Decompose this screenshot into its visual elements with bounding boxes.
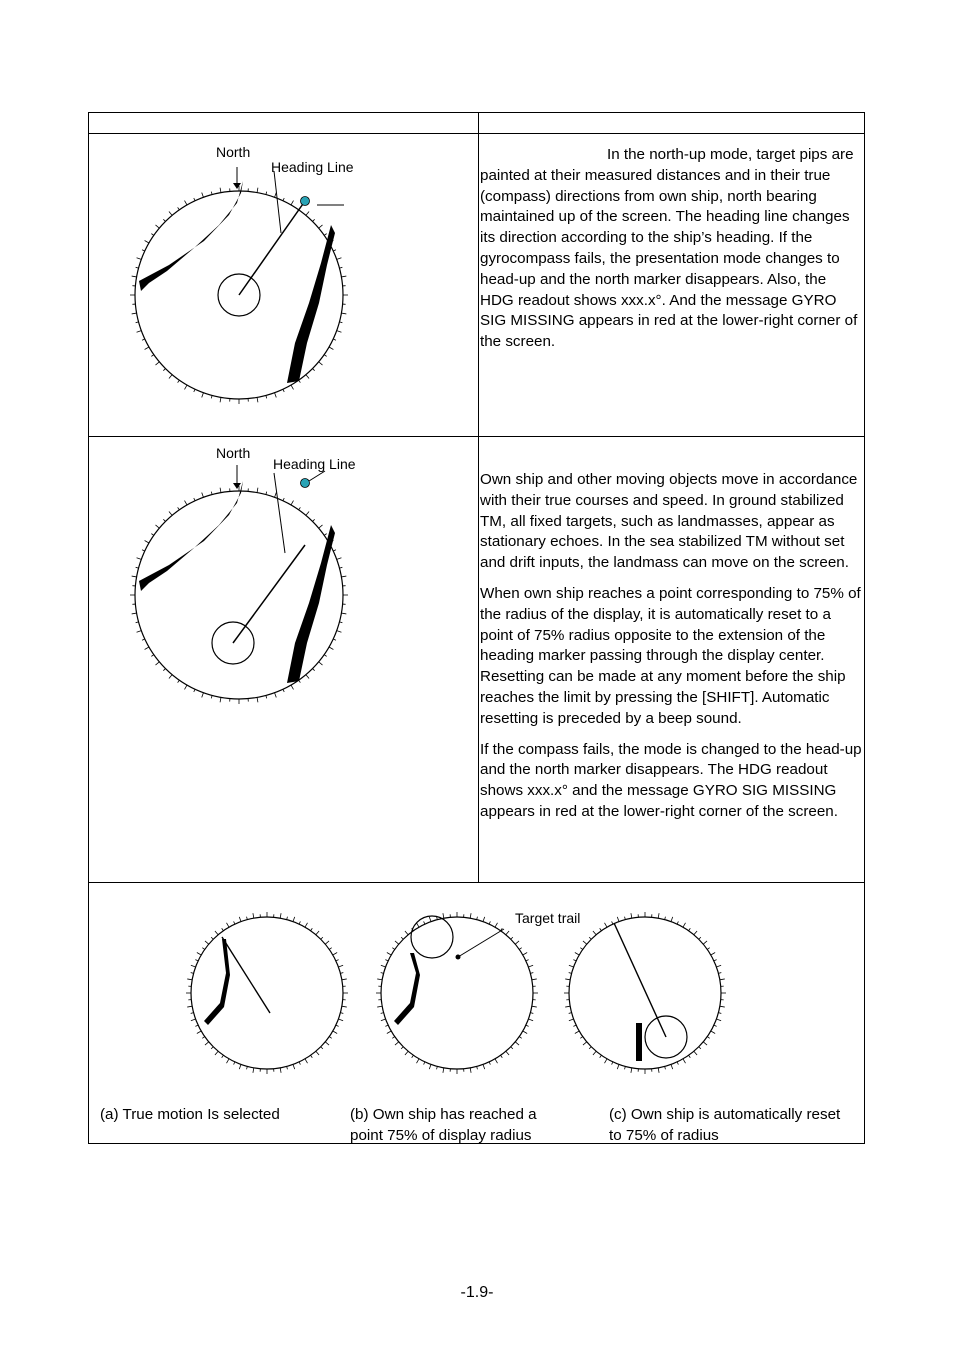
bearing-tick [573, 960, 576, 961]
bearing-tick [575, 1031, 579, 1034]
north-label-2: North [216, 445, 251, 461]
bearing-tick [377, 1006, 382, 1007]
bearing-tick [387, 1031, 391, 1034]
bearing-tick [299, 380, 301, 382]
bearing-tick [313, 369, 315, 371]
bearing-tick [194, 389, 195, 392]
bearing-tick [169, 675, 172, 679]
bearing-tick [169, 512, 172, 516]
bearing-tick [324, 234, 326, 236]
bearing-tick [145, 241, 149, 244]
bearing-tick [443, 1068, 444, 1073]
page-number: -1.9- [460, 1284, 494, 1301]
bearing-tick [293, 917, 295, 922]
echo-landmass-right [287, 225, 335, 383]
bearing-tick [506, 1051, 509, 1055]
bearing-tick [299, 921, 300, 924]
bearing-tick [565, 979, 570, 980]
bearing-tick [211, 1047, 213, 1049]
bearing-tick [565, 1006, 570, 1007]
bearing-tick [142, 550, 145, 551]
bearing-tick [336, 1025, 339, 1026]
bearing-tick [313, 519, 315, 521]
bearing-tick [528, 1019, 533, 1021]
bearing-tick [321, 1047, 323, 1049]
bearing-tick [385, 960, 388, 961]
bearing-tick [417, 1059, 420, 1063]
bearing-tick [495, 1059, 498, 1063]
bearing-tick [220, 488, 221, 493]
bearing-tick [405, 931, 408, 935]
bearing-tick [329, 647, 333, 650]
header-divider [89, 133, 864, 134]
bearing-tick [511, 937, 513, 939]
bearing-tick [191, 1019, 196, 1021]
heading-line-label-2: Heading Line [273, 456, 356, 472]
echo-landmass-left [139, 181, 243, 291]
bearing-tick [202, 1037, 204, 1039]
bearing-tick [631, 913, 632, 918]
true-motion-description [480, 470, 864, 833]
bearing-tick [699, 1047, 701, 1049]
bearing-tick [329, 1037, 331, 1039]
bearing-tick [583, 941, 587, 944]
bearing-tick [605, 923, 608, 927]
caption-b-line-1: (b) Own ship has reached a [350, 1106, 537, 1123]
bearing-tick [187, 979, 192, 980]
bearing-tick [325, 941, 329, 944]
bearing-tick [280, 913, 281, 918]
bearing-tick [443, 913, 444, 918]
bearing-tick [515, 941, 519, 944]
bearing-tick [703, 1042, 707, 1045]
bearing-tick [257, 188, 258, 193]
true-motion-radar-diagram [109, 453, 379, 713]
bearing-tick [593, 931, 596, 935]
bearing-tick [483, 1064, 485, 1069]
bearing-tick [470, 913, 471, 918]
bearing-tick [573, 1025, 576, 1026]
caption-c-line-1: (c) Own ship is automatically reset [609, 1106, 841, 1123]
bearing-tick [156, 662, 160, 665]
bearing-tick [569, 1019, 574, 1021]
bearing-tick [671, 1064, 673, 1069]
bearing-tick [151, 655, 153, 657]
bearing-tick [483, 917, 485, 922]
bearing-tick [195, 960, 198, 961]
bearing-tick [151, 234, 153, 236]
bearing-tick [333, 250, 336, 251]
bearing-tick [319, 362, 323, 365]
bearing-tick [185, 201, 188, 205]
bearing-tick [716, 1019, 721, 1021]
bearing-tick [711, 953, 715, 956]
bearing-tick [319, 225, 323, 228]
bearing-tick [202, 948, 204, 950]
bearing-tick [612, 921, 613, 924]
bearing-tick [385, 1025, 388, 1026]
bearing-tick [658, 913, 659, 918]
bearing-tick [532, 979, 537, 980]
bearing-tick [470, 1068, 471, 1073]
bearing-tick [275, 393, 277, 398]
bearing-tick [341, 613, 346, 614]
bearing-tick [145, 347, 149, 350]
bearing-tick [671, 917, 673, 922]
bearing-tick [205, 941, 209, 944]
bearing-tick [342, 1006, 347, 1007]
bearing-tick [275, 693, 277, 698]
bearing-tick [341, 313, 346, 314]
bearing-tick [424, 921, 425, 924]
bearing-tick [321, 937, 323, 939]
bearing-tick [424, 1062, 425, 1065]
bearing-tick [257, 697, 258, 702]
bearing-tick [526, 960, 529, 961]
bearing-tick [169, 212, 172, 216]
bearing-tick [220, 188, 221, 193]
bearing-tick [202, 193, 204, 198]
bearing-tick [215, 1051, 218, 1055]
bearing-tick [163, 219, 165, 221]
bearing-tick [429, 1064, 431, 1069]
bearing-tick [694, 1051, 697, 1055]
bearing-tick [178, 380, 180, 382]
bearing-tick [222, 928, 224, 930]
bearing-tick [337, 631, 342, 633]
bearing-tick [600, 1055, 602, 1057]
bearing-tick [222, 1055, 224, 1057]
bearing-tick [699, 937, 701, 939]
bearing-tick [489, 1062, 490, 1065]
bearing-tick [194, 689, 195, 692]
bearing-tick [707, 948, 709, 950]
bearing-tick [336, 960, 339, 961]
heading-marker [301, 197, 310, 206]
bearing-tick [689, 928, 691, 930]
bearing-tick [132, 313, 137, 314]
row-divider-1 [89, 436, 864, 437]
bearing-tick [333, 550, 336, 551]
bearing-tick [338, 965, 343, 967]
bearing-tick [311, 1055, 313, 1057]
bearing-tick [306, 512, 309, 516]
bearing-tick [341, 276, 346, 277]
bearing-tick [319, 662, 323, 665]
bearing-tick [205, 1042, 209, 1045]
bearing-tick [299, 507, 301, 509]
bearing-tick [234, 921, 235, 924]
bearing-tick [291, 501, 294, 505]
bearing-tick [291, 385, 294, 389]
heading-line [239, 201, 305, 295]
bearing-tick [313, 219, 315, 221]
bearing-tick [253, 1068, 254, 1073]
bearing-tick [519, 948, 521, 950]
row-divider-2 [89, 882, 864, 883]
bearing-tick [720, 979, 725, 980]
bearing-tick [202, 493, 204, 498]
bearing-tick [132, 576, 137, 577]
bearing-tick [185, 385, 188, 389]
bearing-tick [711, 1031, 715, 1034]
bearing-tick [163, 369, 165, 371]
bearing-tick [381, 965, 386, 967]
bearing-tick [387, 953, 391, 956]
bearing-tick [489, 921, 490, 924]
bearing-tick [720, 1006, 725, 1007]
bearing-tick [325, 1042, 329, 1045]
bearing-tick [178, 680, 180, 682]
content-table [88, 112, 865, 1144]
bearing-tick [156, 525, 160, 528]
bearing-tick [589, 937, 591, 939]
bearing-tick [329, 948, 331, 950]
bearing-tick [185, 685, 188, 689]
true-motion-paragraph-1: Own ship and other moving objects move in accordance with their true courses and speed. In ground stabilized TM, all fixed targets, such as landmasses, appear as stationary echoes. In the sea stabilized TM without set and drift inputs, the landmass can move on the screen. [480, 471, 858, 572]
heading-line-2 [233, 545, 305, 643]
bearing-tick [191, 965, 196, 967]
bearing-tick [337, 331, 342, 333]
bearing-tick [337, 258, 342, 260]
bearing-tick [337, 558, 342, 560]
bearing-tick [283, 498, 284, 501]
bearing-tick [677, 1062, 678, 1065]
bearing-tick [583, 1042, 587, 1045]
bearing-tick [280, 1068, 281, 1073]
bearing-tick [194, 498, 195, 501]
bearing-tick [703, 941, 707, 944]
bearing-tick [495, 923, 498, 927]
bearing-tick [197, 1031, 201, 1034]
bearing-tick [324, 534, 326, 536]
bearing-tick [145, 647, 149, 650]
bearing-tick [377, 979, 382, 980]
bearing-tick [163, 669, 165, 671]
bearing-tick [338, 1019, 343, 1021]
bearing-tick [306, 212, 309, 216]
bearing-tick [501, 1055, 503, 1057]
bearing-tick [324, 355, 326, 357]
bearing-tick [132, 276, 137, 277]
bearing-tick [412, 1055, 414, 1057]
north-up-description: In the north-up mode, target pips are painted at their measured distances and in their true (compass) directions from own ship, north bearing maintained up of the screen. The heading line changes its direction according to the ship’s heading. If the gyrocompass fails, the presentation mode changes to head-up and the north marker disappears. Also, the HDG readout shows xxx.x°. And the message GYRO SIG MISSING appears in red at the lower-right corner of the screen. [480, 146, 858, 351]
bearing-tick [526, 1025, 529, 1026]
radar-display-c [562, 903, 732, 1083]
bearing-tick [178, 507, 180, 509]
bearing-tick [569, 965, 574, 967]
bearing-tick [532, 1006, 537, 1007]
bearing-tick [132, 613, 137, 614]
bearing-tick [589, 1047, 591, 1049]
bearing-tick [694, 931, 697, 935]
bearing-tick [202, 693, 204, 698]
bearing-tick [333, 1031, 337, 1034]
bearing-tick [142, 250, 145, 251]
caption-c-line-2: to 75% of radius [609, 1127, 719, 1144]
caption-a: (a) True motion Is selected [100, 1106, 280, 1123]
bearing-tick [137, 558, 142, 560]
bearing-tick [519, 1037, 521, 1039]
bearing-tick [417, 923, 420, 927]
bearing-tick [631, 1068, 632, 1073]
bearing-tick [429, 917, 431, 922]
bearing-tick [299, 1062, 300, 1065]
bearing-tick [178, 207, 180, 209]
bearing-tick [311, 928, 313, 930]
heading-marker-2 [301, 479, 310, 488]
bearing-tick [580, 948, 582, 950]
bearing-tick [163, 519, 165, 521]
bearing-tick [683, 1059, 686, 1063]
bearing-tick [275, 493, 277, 498]
bearing-tick [580, 1037, 582, 1039]
bearing-tick [707, 1037, 709, 1039]
bearing-tick [211, 937, 213, 939]
bearing-tick [227, 923, 230, 927]
bearing-tick [617, 1064, 619, 1069]
bearing-tick [405, 1051, 408, 1055]
bearing-tick [257, 488, 258, 493]
bearing-tick [395, 1042, 399, 1045]
bearing-tick [523, 953, 527, 956]
radar-display-a [184, 903, 354, 1083]
bearing-tick [381, 1019, 386, 1021]
bearing-tick [714, 960, 717, 961]
bearing-tick [329, 347, 333, 350]
bearing-tick [506, 931, 509, 935]
bearing-tick [151, 534, 153, 536]
bearing-tick [306, 375, 309, 379]
bearing-tick [253, 913, 254, 918]
bearing-tick [137, 258, 142, 260]
bearing-tick [316, 1051, 319, 1055]
bearing-tick [194, 198, 195, 201]
bearing-tick [575, 953, 579, 956]
bearing-tick [215, 931, 218, 935]
bearing-tick [528, 965, 533, 967]
heading-line-label: Heading Line [271, 159, 354, 175]
bearing-tick [401, 1047, 403, 1049]
true-motion-paragraph-2: When own ship reaches a point corresponding to 75% of the radius of the display, it is automatically reset to a point of 75% radius opposite to the extension of the heading marker passing through the display center. Resetting can be made at any moment before the ship reaches the limit by pressing the [SHIFT]. Automatic resetting is preceded by a beep sound. [480, 584, 861, 727]
bearing-tick [220, 397, 221, 402]
bearing-tick [142, 339, 145, 340]
bearing-tick [319, 525, 323, 528]
bearing-tick [291, 685, 294, 689]
bearing-tick [142, 639, 145, 640]
bearing-tick [600, 928, 602, 930]
bearing-tick [392, 948, 394, 950]
bearing-tick [283, 689, 284, 692]
caption-b-line-2: point 75% of display radius [350, 1127, 532, 1144]
bearing-tick [683, 923, 686, 927]
bearing-tick [714, 1025, 717, 1026]
bearing-tick [313, 669, 315, 671]
bearing-tick [239, 1064, 241, 1069]
bearing-tick [156, 225, 160, 228]
radar-display-b [374, 903, 544, 1083]
bearing-tick [275, 193, 277, 198]
bearing-tick [234, 1062, 235, 1065]
bearing-tick [677, 921, 678, 924]
bearing-tick [220, 697, 221, 702]
bearing-tick [658, 1068, 659, 1073]
bearing-tick [401, 937, 403, 939]
bearing-tick [689, 1055, 691, 1057]
bearing-tick [202, 393, 204, 398]
north-label: North [216, 144, 251, 160]
bearing-tick [137, 331, 142, 333]
bearing-tick [283, 389, 284, 392]
bearing-tick [316, 931, 319, 935]
bearing-tick [197, 953, 201, 956]
bearing-tick [239, 917, 241, 922]
bearing-tick [283, 198, 284, 201]
bearing-tick [291, 201, 294, 205]
north-up-radar-diagram [109, 153, 379, 413]
bearing-tick [306, 675, 309, 679]
bearing-tick [392, 1037, 394, 1039]
bearing-tick [156, 362, 160, 365]
bearing-tick [333, 339, 336, 340]
target-trail-label: Target trail [515, 910, 581, 926]
bearing-tick [341, 576, 346, 577]
bearing-tick [187, 1006, 192, 1007]
bearing-tick [593, 1051, 596, 1055]
bearing-tick [716, 965, 721, 967]
bearing-tick [395, 941, 399, 944]
bearing-tick [333, 639, 336, 640]
bearing-tick [342, 979, 347, 980]
bearing-tick [605, 1059, 608, 1063]
bearing-tick [299, 680, 301, 682]
bearing-tick [515, 1042, 519, 1045]
bearing-tick [333, 953, 337, 956]
bearing-tick [195, 1025, 198, 1026]
bearing-tick [511, 1047, 513, 1049]
true-motion-paragraph-3: If the compass fails, the mode is changed to the head-up and the north marker disappears. The HDG readout shows xxx.x° and the message GYRO SIG MISSING appears in red at the lower-right corner of the screen. [480, 740, 862, 820]
bearing-tick [227, 1059, 230, 1063]
bearing-tick [305, 1059, 308, 1063]
bearing-tick [293, 1064, 295, 1069]
bearing-tick [145, 541, 149, 544]
bearing-tick [324, 655, 326, 657]
bearing-tick [523, 1031, 527, 1034]
bearing-tick [137, 631, 142, 633]
bearing-tick [169, 375, 172, 379]
bearing-tick [305, 923, 308, 927]
bearing-tick [185, 501, 188, 505]
column-divider [478, 113, 479, 882]
bearing-tick [151, 355, 153, 357]
bearing-tick [257, 397, 258, 402]
bearing-tick [612, 1062, 613, 1065]
bearing-tick [617, 917, 619, 922]
